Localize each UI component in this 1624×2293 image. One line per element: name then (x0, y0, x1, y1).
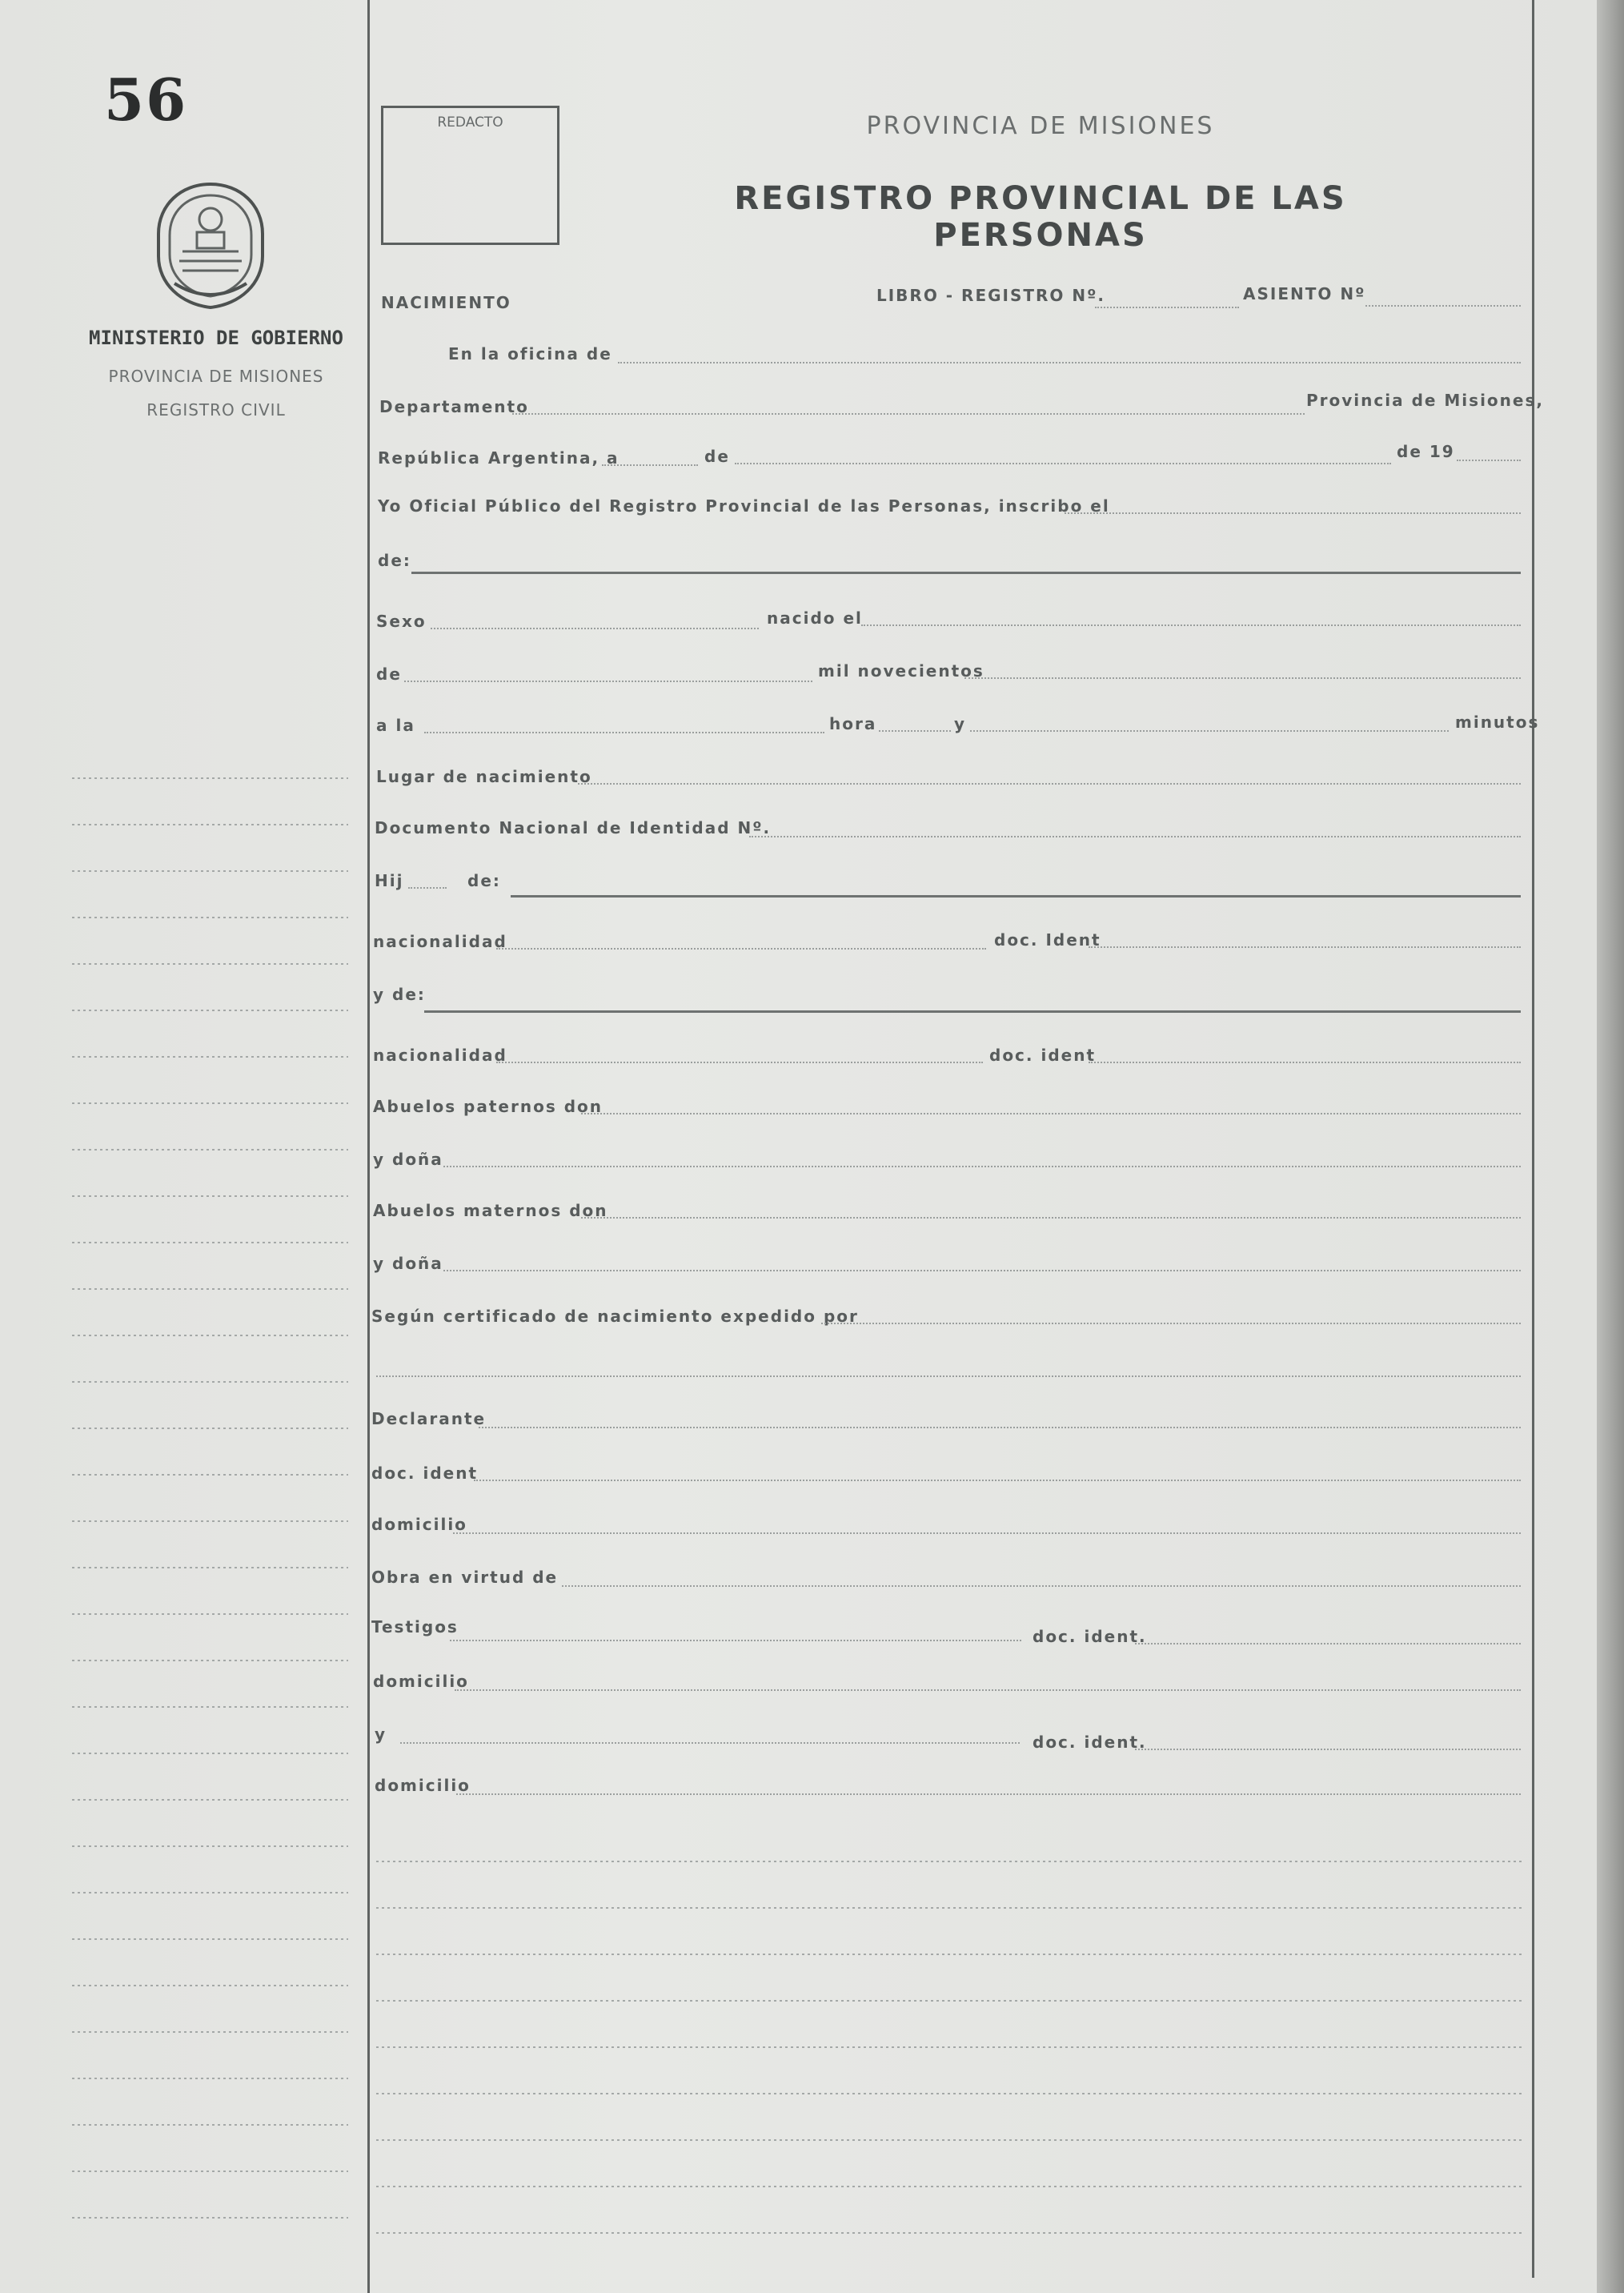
domicilio3-label: domicilio (375, 1776, 471, 1795)
y-dona2-label: y doña (373, 1254, 443, 1273)
lugar-nacimiento-field[interactable] (578, 783, 1521, 785)
de-label: de (704, 447, 730, 466)
republica-label: República Argentina, a (378, 448, 620, 468)
nacionalidad-label: nacionalidad (373, 932, 507, 951)
abuelo-materno-field[interactable] (581, 1217, 1521, 1219)
sexo-field[interactable] (431, 628, 759, 629)
departamento-label: Departamento (379, 397, 529, 416)
a-la-label: a la (376, 716, 415, 735)
province-heading: PROVINCIA DE MISIONES (866, 112, 1215, 140)
certificado-field[interactable] (821, 1323, 1521, 1324)
de-colon-label: de: (378, 551, 411, 570)
redacto-label: REDACTO (437, 114, 503, 131)
y-de-label: y de: (373, 985, 426, 1004)
doc-ident2-label: doc. ident (989, 1046, 1097, 1065)
domicilio-label: domicilio (371, 1515, 467, 1534)
de-19-label: de 19 (1397, 442, 1455, 461)
doc-ident5-label: doc. ident. (1033, 1733, 1147, 1752)
anio-nacimiento-field[interactable] (964, 677, 1521, 679)
testigo2-field[interactable] (400, 1742, 1020, 1744)
left-margin-rule (367, 0, 370, 2293)
declarante-field[interactable] (479, 1427, 1521, 1428)
en-la-oficina-label: En la oficina de (448, 344, 612, 363)
y-dona-label: y doña (373, 1150, 443, 1169)
oficina-field[interactable] (618, 362, 1521, 363)
hij-suffix-field[interactable] (408, 887, 447, 889)
hora-valor-field[interactable] (424, 732, 824, 733)
minutos-label: minutos (1455, 713, 1540, 732)
de-colon2-label: de: (467, 871, 501, 890)
ministry-office: REGISTRO CIVIL (146, 400, 286, 420)
page-number: 56 (104, 66, 188, 134)
libro-registro-label: LIBRO - REGISTRO Nº. (876, 286, 1106, 305)
asiento-label: ASIENTO Nº (1243, 284, 1366, 303)
right-margin-rule (1532, 0, 1534, 2278)
nacido-el-field[interactable] (861, 624, 1521, 626)
hij-label: Hij (375, 871, 404, 890)
dia-field[interactable] (602, 464, 698, 466)
doc-ident3-label: doc. ident (371, 1464, 479, 1483)
minutos-valor-field[interactable] (970, 730, 1449, 732)
hora-label: hora (829, 714, 877, 733)
padre-name-line[interactable] (511, 895, 1521, 898)
ministry-title: MINISTERIO DE GOBIERNO (89, 327, 343, 349)
testigos-label: Testigos (371, 1617, 459, 1636)
anio-field[interactable] (1457, 460, 1521, 461)
doc-ident-label: doc. Ident (994, 930, 1101, 950)
sexo-label: Sexo (376, 612, 427, 631)
obra-virtud-label: Obra en virtud de (371, 1568, 559, 1587)
documento-nacional-label: Documento Nacional de Identidad Nº. (375, 818, 772, 837)
declarante-domicilio-field[interactable] (453, 1532, 1521, 1534)
registry-title: REGISTRO PROVINCIAL DE LAS PERSONAS (734, 180, 1347, 254)
y-label: y (954, 714, 967, 733)
nacionalidad2-field[interactable] (496, 1062, 983, 1063)
obra-virtud-field[interactable] (562, 1585, 1521, 1587)
abuelo-paterno-field[interactable] (581, 1113, 1521, 1114)
page-edge (1597, 0, 1624, 2293)
asiento-field[interactable] (1365, 305, 1521, 307)
inscribo-field[interactable] (1065, 512, 1521, 514)
nacionalidad2-label: nacionalidad (373, 1046, 507, 1065)
abuela-materna-field[interactable] (443, 1270, 1521, 1271)
nacido-el-label: nacido el (767, 608, 863, 628)
abuela-paterna-field[interactable] (443, 1166, 1521, 1167)
departamento-field[interactable] (512, 413, 1305, 415)
testigo2-doc-field[interactable] (1135, 1749, 1521, 1750)
mes-field[interactable] (735, 463, 1391, 464)
y2-label: y (375, 1725, 387, 1744)
doc-ident2-field[interactable] (1089, 1062, 1521, 1063)
margin-ruled-lines (72, 761, 348, 2266)
doc-ident-field[interactable] (1089, 946, 1521, 948)
testigo2-domicilio-field[interactable] (456, 1793, 1521, 1795)
inscripto-name-line[interactable] (411, 572, 1521, 574)
de2-label: de (376, 665, 402, 684)
abuelos-paternos-label: Abuelos paternos don (373, 1097, 603, 1116)
testigo1-domicilio-field[interactable] (455, 1689, 1521, 1691)
mil-novecientos-label: mil novecientos (818, 661, 984, 681)
ministry-province: PROVINCIA DE MISIONES (108, 367, 324, 386)
provincia-misiones-label: Provincia de Misiones, (1306, 391, 1544, 410)
segun-certificado-label: Según certificado de nacimiento expedido por (371, 1307, 859, 1326)
nacionalidad-field[interactable] (496, 948, 986, 950)
hora-field[interactable] (879, 730, 951, 732)
lugar-nacimiento-label: Lugar de nacimiento (376, 767, 592, 786)
declarante-doc-field[interactable] (474, 1480, 1521, 1481)
mes-nacimiento-field[interactable] (404, 681, 812, 682)
yo-oficial-label: Yo Oficial Público del Registro Provincial de las Personas, inscribo el (378, 496, 1110, 516)
documento-nacional-field[interactable] (749, 836, 1521, 837)
redacto-stamp-box (381, 106, 559, 245)
testigo1-field[interactable] (450, 1640, 1021, 1641)
libro-registro-field[interactable] (1095, 307, 1239, 308)
testigo1-doc-field[interactable] (1135, 1643, 1521, 1644)
certificado-field-2[interactable] (376, 1375, 1521, 1377)
nacimiento-label: NACIMIENTO (381, 293, 511, 312)
coat-of-arms-icon (150, 178, 271, 314)
domicilio2-label: domicilio (373, 1672, 469, 1691)
abuelos-maternos-label: Abuelos maternos don (373, 1201, 608, 1220)
doc-ident4-label: doc. ident. (1033, 1627, 1147, 1646)
madre-name-line[interactable] (424, 1010, 1521, 1013)
notes-ruled-lines[interactable] (376, 1845, 1522, 2262)
declarante-label: Declarante (371, 1409, 487, 1428)
